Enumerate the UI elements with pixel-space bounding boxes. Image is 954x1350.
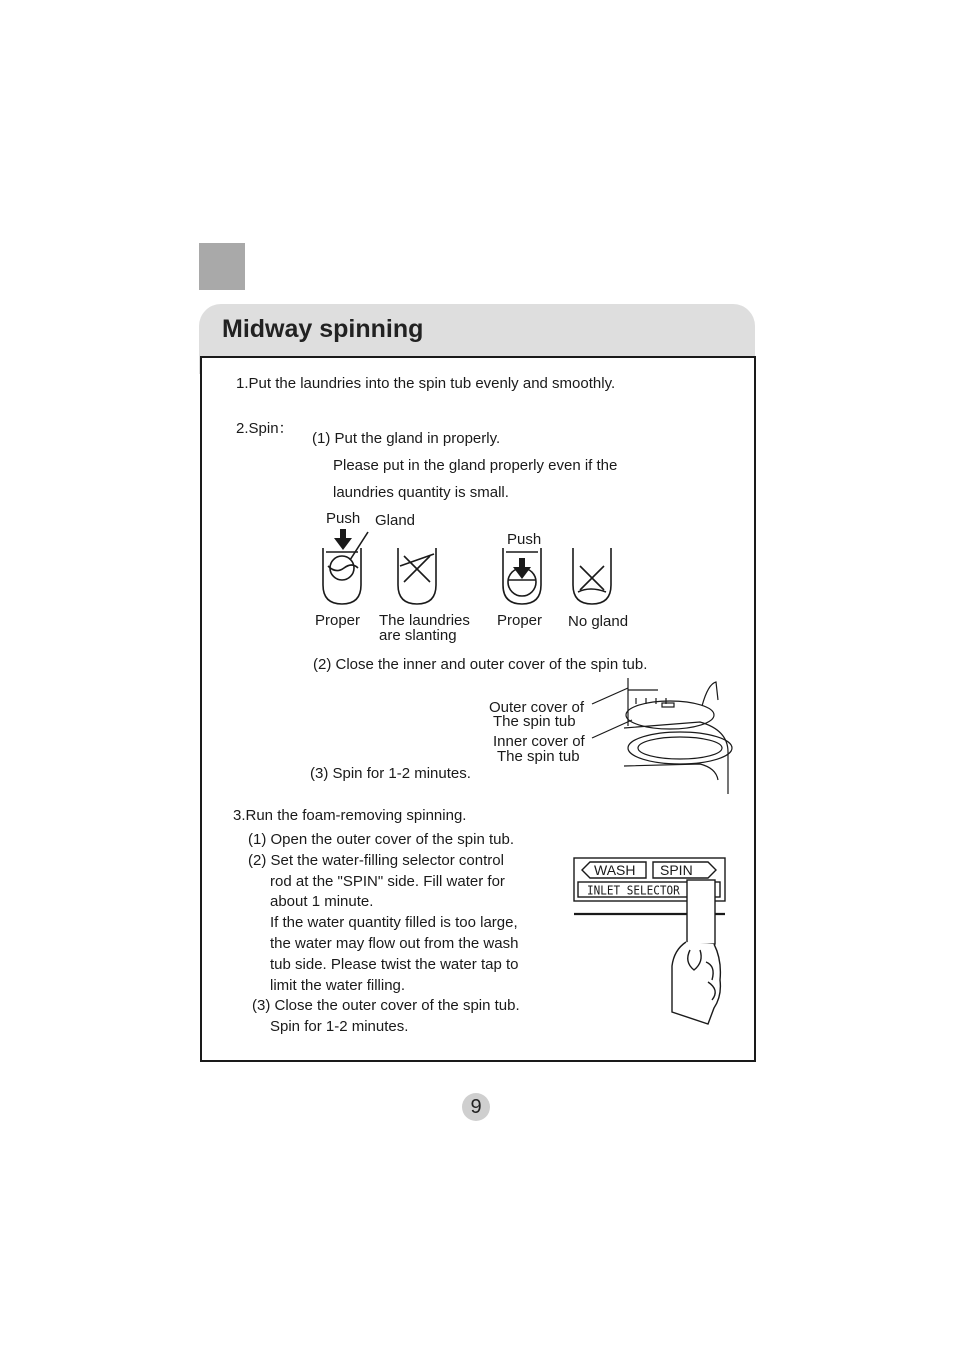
step2-sub1-line2: laundries quantity is small. [333,484,509,501]
page-title: Midway spinning [222,315,424,343]
spin-label: SPIN [660,862,693,878]
step3-sub2-line5: the water may flow out from the wash [270,935,519,952]
step2-sub1-line1: Please put in the gland properly even if the [333,457,618,474]
caption-proper-2: Proper [497,612,543,629]
step2-sub3-text: (3) Spin for 1-2 minutes. [310,765,471,782]
step3-heading: 3.Run the foam-removing spinning. [233,807,467,824]
caption-slanting-2: are slanting [379,627,457,644]
outer-cover-label-1: Outer cover of [489,699,585,716]
step1-text: 1.Put the laundries into the spin tub evenly and smoothly. [236,375,616,392]
page-number: 9 [462,1093,490,1121]
push-label-1: Push [326,510,361,527]
step2-sub2-text: (2) Close the inner and outer cover of the spin tub. [313,656,648,673]
hand-icon [672,942,720,1024]
caption-proper-1: Proper [315,612,361,629]
step2-label: 2.Spin： [236,420,294,437]
step3-sub2-line2: rod at the "SPIN" side. Fill water for [270,873,505,890]
push-label-2: Push [507,531,542,548]
caption-no-gland: No gland [568,613,629,630]
wash-label: WASH [594,862,636,878]
step3-sub3-line1: (3) Close the outer cover of the spin tub. [252,997,520,1014]
gland-label: Gland [375,512,416,529]
step2-sub1-heading: (1) Put the gland in properly. [312,430,501,447]
step3-sub2-line7: limit the water filling. [270,977,406,994]
inlet-selector-label: INLET SELECTOR [587,883,680,898]
step3-sub2-line1: (2) Set the water-filling selector control [248,852,504,869]
step3-sub2-line3: about 1 minute. [270,893,374,910]
step3-sub1: (1) Open the outer cover of the spin tub. [248,831,514,848]
caption-slanting-1: The laundries [379,612,470,629]
step3-sub2-line6: tub side. Please twist the water tap to [270,956,519,973]
inner-cover-label-1: Inner cover of [493,733,585,750]
outer-cover-label-2: The spin tub [493,713,576,730]
step3-sub3-line2: Spin for 1-2 minutes. [270,1018,409,1035]
step3-sub2-line4: If the water quantity filled is too large, [270,914,518,931]
inner-cover-label-2: The spin tub [497,748,580,765]
